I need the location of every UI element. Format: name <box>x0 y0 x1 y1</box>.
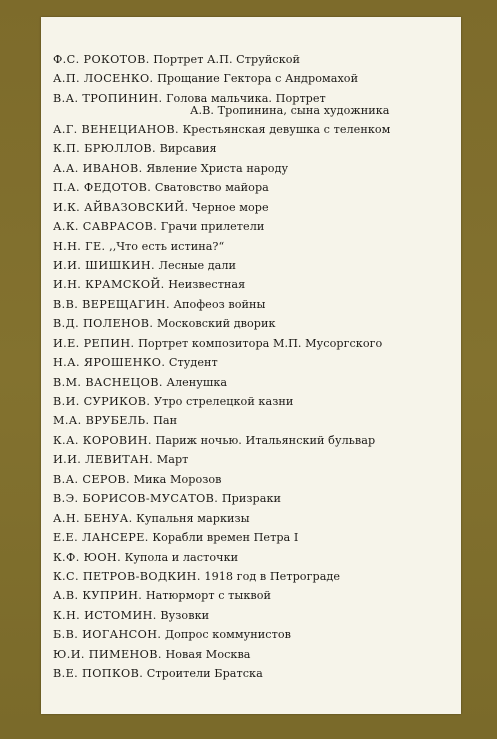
list-item <box>53 473 453 492</box>
list-item <box>53 259 453 278</box>
artwork-title: Неизвестная <box>168 278 246 292</box>
list-item <box>53 531 453 550</box>
artist-name: К.П. БРЮЛЛОВ. <box>53 142 157 156</box>
artwork-title: Сватовство майора <box>154 181 269 195</box>
artwork-title: Студент <box>168 356 218 370</box>
artwork-title: Утро стрелецкой казни <box>154 395 294 408</box>
list-item <box>53 512 453 531</box>
artwork-title: Прощание Гектора с Андромахой <box>157 72 359 86</box>
artwork-title: Портрет А.П. Струйской <box>153 53 301 66</box>
list-item <box>53 92 453 123</box>
artwork-title: Мика Морозов <box>133 472 222 486</box>
artwork-title: Купальня маркизы <box>136 511 250 525</box>
artwork-title: Новая Москва <box>165 647 251 661</box>
list-item <box>53 434 453 453</box>
artwork-title: Корабли времен Петра I <box>152 531 299 545</box>
list-item <box>53 648 453 667</box>
list-item <box>53 337 453 356</box>
list-item <box>53 551 453 570</box>
artwork-title: Вузовки <box>160 608 210 622</box>
artist-name: В.И. СУРИКОВ. <box>53 395 151 408</box>
artwork-title: Париж ночью. Итальянский бульвар <box>155 433 376 447</box>
artwork-title: Апофеоз войны <box>173 297 266 311</box>
list-item <box>53 53 453 72</box>
artwork-list <box>53 53 453 687</box>
artist-name: А.Н. БЕНУА. <box>53 511 133 525</box>
list-item <box>53 376 453 395</box>
artwork-title: Вирсавия <box>159 142 217 156</box>
artist-name: И.Е. РЕПИН. <box>53 336 135 350</box>
artist-name: В.Е. ПОПКОВ. <box>53 667 144 681</box>
artwork-title: Портрет композитора М.П. Мусоргского <box>138 336 383 350</box>
artwork-title: Аленушка <box>166 375 228 389</box>
artist-name: В.А. СЕРОВ. <box>53 472 130 486</box>
list-item <box>53 123 453 142</box>
artist-name: В.М. ВАСНЕЦОВ. <box>53 375 163 389</box>
list-item <box>53 589 453 608</box>
list-page <box>41 17 461 714</box>
list-item <box>53 414 453 433</box>
artwork-title: Допрос коммунистов <box>164 628 291 642</box>
artist-name: Н.Н. ГЕ. <box>53 239 106 253</box>
artist-name: Ю.И. ПИМЕНОВ. <box>53 647 162 661</box>
artist-name: К.Н. ИСТОМИН. <box>53 608 157 622</box>
artwork-title: Московский дворик <box>156 317 276 331</box>
artist-name: А.В. КУПРИН. <box>53 589 143 603</box>
artist-name: А.К. САВРАСОВ. <box>53 220 158 234</box>
artwork-title: Голова мальчика. Портрет <box>166 91 326 105</box>
artist-name: П.А. ФЕДОТОВ. <box>53 181 152 195</box>
artist-name: А.А. ИВАНОВ. <box>53 161 143 175</box>
artwork-title: Март <box>156 453 189 467</box>
list-item <box>53 201 453 220</box>
artwork-title: Явление Христа народу <box>146 161 289 175</box>
list-item <box>53 142 453 161</box>
artist-name: В.А. ТРОПИНИН. <box>53 91 163 105</box>
artist-name: И.И. ШИШКИН. <box>53 258 155 272</box>
artwork-title: Пан <box>153 414 178 428</box>
artist-name: И.Н. КРАМСКОЙ. <box>53 278 165 292</box>
artwork-title: 1918 год в Петрограде <box>204 569 341 583</box>
artwork-title: Черное море <box>192 200 269 214</box>
list-item <box>53 162 453 181</box>
artist-name: А.П. ЛОСЕНКО. <box>53 72 154 86</box>
artist-name: В.Д. ПОЛЕНОВ. <box>53 317 154 331</box>
list-item <box>53 298 453 317</box>
artist-name: А.Г. ВЕНЕЦИАНОВ. <box>53 122 179 136</box>
list-item <box>53 356 453 375</box>
artist-name: И.К. АЙВАЗОВСКИЙ. <box>53 200 189 214</box>
artwork-title-continued: А.В. Тропинина, сына художника <box>190 103 390 117</box>
list-item <box>53 181 453 200</box>
list-item <box>53 628 453 647</box>
artwork-title: Призраки <box>221 492 282 506</box>
artwork-title: Грачи прилетели <box>160 220 265 234</box>
list-item <box>53 609 453 628</box>
artwork-title: Строители Братска <box>146 667 263 681</box>
artwork-title: Натюрморт с тыквой <box>145 589 272 603</box>
list-item <box>53 278 453 297</box>
artist-name: К.А. КОРОВИН. <box>53 433 152 447</box>
list-item <box>53 667 453 686</box>
artist-name: Б.В. ИОГАНСОН. <box>53 628 162 642</box>
artwork-title: ,,Что есть истина?“ <box>109 239 225 253</box>
list-item <box>53 317 453 336</box>
artist-name: М.А. ВРУБЕЛЬ. <box>53 414 150 428</box>
artwork-title: Лесные дали <box>158 258 237 272</box>
list-item <box>53 453 453 472</box>
list-item <box>53 570 453 589</box>
artwork-title: Купола и ласточки <box>124 550 239 564</box>
artwork-title: Крестьянская девушка с теленком <box>182 122 391 136</box>
artist-name: Е.Е. ЛАНСЕРЕ. <box>53 531 149 545</box>
artist-name: И.И. ЛЕВИТАН. <box>53 453 154 467</box>
artist-name: В.В. ВЕРЕЩАГИН. <box>53 297 170 311</box>
list-item <box>53 492 453 511</box>
list-item <box>53 72 453 91</box>
artist-name: В.Э. БОРИСОВ-МУСАТОВ. <box>53 492 219 506</box>
artist-name: К.С. ПЕТРОВ-ВОДКИН. <box>53 569 201 583</box>
list-item <box>53 395 453 414</box>
artist-name: Ф.С. РОКОТОВ. <box>53 53 150 66</box>
artist-name: Н.А. ЯРОШЕНКО. <box>53 356 166 370</box>
list-item <box>53 240 453 259</box>
artist-name: К.Ф. ЮОН. <box>53 550 122 564</box>
list-item <box>53 220 453 239</box>
